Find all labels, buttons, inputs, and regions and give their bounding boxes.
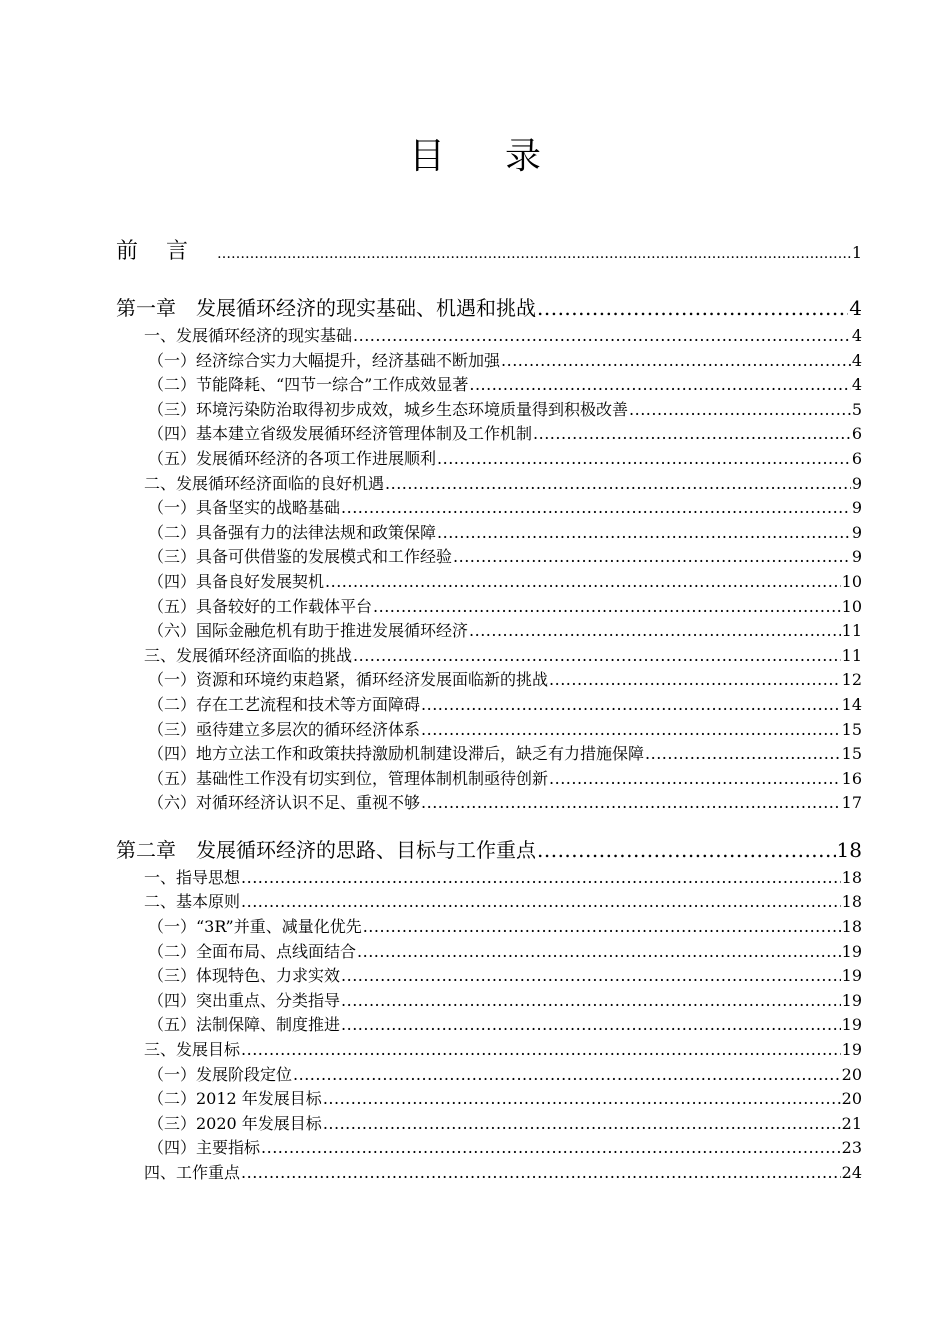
toc-entry-page-number: 18 [841, 867, 862, 887]
toc-entry-page-number: 1 [851, 243, 862, 262]
toc-entry-label: （五）发展循环经济的各项工作进展顺利 [148, 448, 437, 468]
dot-leader [353, 324, 851, 349]
dot-leader [241, 1161, 841, 1186]
dot-leader [341, 964, 841, 989]
toc-entry-item[interactable] [116, 619, 862, 644]
toc-entry-label: （四）具备良好发展契机 [148, 571, 325, 591]
toc-entry-page-number: 4 [849, 296, 862, 320]
toc-entry-label: （四）地方立法工作和政策扶持激励机制建设滞后，缺乏有力措施保障 [148, 744, 645, 764]
toc-entry-page-number: 4 [851, 326, 862, 345]
toc-entry-page-number: 20 [841, 1089, 862, 1109]
dot-leader [341, 989, 841, 1014]
toc-entry-item[interactable] [116, 718, 862, 743]
toc-entry-label: 二、发展循环经济面临的良好机遇 [144, 473, 385, 493]
dot-leader [357, 940, 841, 965]
dot-leader [629, 398, 851, 423]
toc-entry-label: （六）对循环经济认识不足、重视不够 [148, 793, 421, 813]
toc-entry-item[interactable] [116, 1087, 862, 1112]
table-of-contents [116, 230, 862, 1186]
dot-leader [363, 915, 841, 940]
toc-entry-section[interactable] [116, 472, 862, 497]
toc-entry-label: （一）“3R”并重、减量化优先 [148, 917, 362, 937]
toc-entry-label: 二、基本原则 [144, 892, 241, 912]
toc-entry-label: （二）全面布局、点线面结合 [148, 941, 357, 961]
dot-leader [469, 619, 841, 644]
toc-entry-label: （五）具备较好的工作载体平台 [148, 596, 373, 616]
toc-entry-page-number: 6 [851, 448, 862, 468]
dot-leader [421, 693, 841, 718]
dot-leader [645, 742, 841, 767]
toc-entry-page-number: 18 [836, 837, 862, 862]
toc-entry-label: 前言 [116, 239, 217, 264]
toc-entry-item[interactable] [116, 1063, 862, 1088]
dot-leader [437, 447, 851, 472]
toc-entry-label: （一）资源和环境约束趋紧，循环经济发展面临新的挑战 [148, 670, 549, 690]
dot-leader [537, 292, 848, 324]
toc-entry-page-number: 11 [841, 621, 862, 641]
dot-leader [501, 349, 851, 374]
toc-entry-item[interactable] [116, 767, 862, 792]
dot-leader [341, 1013, 841, 1038]
toc-entry-item[interactable] [116, 496, 862, 521]
toc-entry-page-number: 19 [841, 966, 862, 986]
toc-entry-preface[interactable] [116, 230, 862, 274]
toc-entry-item[interactable] [116, 422, 862, 447]
toc-entry-page-number: 24 [841, 1163, 862, 1182]
toc-entry-page-number: 15 [841, 719, 862, 739]
toc-entry-page-number: 11 [841, 645, 862, 665]
dot-leader [241, 1038, 841, 1063]
toc-entry-page-number: 4 [851, 350, 862, 370]
dot-leader [325, 570, 841, 595]
dot-leader [323, 1112, 841, 1137]
toc-entry-item[interactable] [116, 447, 862, 472]
dot-leader [241, 890, 841, 915]
toc-entry-page-number: 19 [841, 990, 862, 1010]
toc-entry-item[interactable] [116, 398, 862, 423]
toc-entry-label: 一、发展循环经济的现实基础 [144, 326, 353, 345]
toc-entry-section[interactable] [116, 1038, 862, 1063]
toc-entry-label: （三）环境污染防治取得初步成效，城乡生态环境质量得到积极改善 [148, 399, 629, 419]
toc-entry-page-number: 9 [851, 473, 862, 493]
toc-entry-label: 第二章 发展循环经济的思路、目标与工作重点 [116, 837, 536, 862]
toc-entry-page-number: 19 [841, 1015, 862, 1035]
toc-entry-label: （一）发展阶段定位 [148, 1064, 293, 1084]
toc-entry-page-number: 4 [851, 375, 862, 395]
toc-entry-item[interactable] [116, 595, 862, 620]
toc-entry-page-number: 20 [841, 1064, 862, 1084]
toc-entry-item[interactable] [116, 545, 862, 570]
toc-entry-item[interactable] [116, 1112, 862, 1137]
toc-entry-label: （三）具备可供借鉴的发展模式和工作经验 [148, 547, 453, 567]
dot-leader [323, 1087, 841, 1112]
toc-entry-label: 四、工作重点 [144, 1163, 241, 1182]
toc-entry-page-number: 9 [851, 522, 862, 542]
toc-entry-page-number: 10 [841, 596, 862, 616]
dot-leader [241, 866, 841, 891]
toc-entry-page-number: 14 [841, 694, 862, 714]
toc-entry-label: 三、发展循环经济面临的挑战 [144, 645, 353, 665]
toc-entry-chapter[interactable] [116, 292, 862, 324]
toc-entry-label: 三、发展目标 [144, 1040, 241, 1060]
dot-leader [453, 545, 851, 570]
toc-entry-label: 第一章 发展循环经济的现实基础、机遇和挑战 [116, 296, 536, 320]
dot-leader [533, 422, 851, 447]
toc-entry-page-number: 18 [841, 917, 862, 937]
toc-entry-label: （五）基础性工作没有切实到位，管理体制机制亟待创新 [148, 768, 549, 788]
toc-entry-label: （二）2012 年发展目标 [148, 1089, 322, 1109]
toc-entry-label: （一）具备坚实的战略基础 [148, 498, 341, 518]
dot-leader [537, 834, 836, 866]
toc-entry-label: （六）国际金融危机有助于推进发展循环经济 [148, 621, 469, 641]
toc-entry-page-number: 6 [851, 424, 862, 444]
toc-entry-item[interactable] [116, 915, 862, 940]
toc-entry-label: 一、指导思想 [144, 867, 241, 887]
dot-leader [549, 668, 841, 693]
toc-entry-section[interactable] [116, 644, 862, 669]
dot-leader [261, 1136, 841, 1161]
toc-entry-item[interactable] [116, 570, 862, 595]
toc-entry-item[interactable] [116, 742, 862, 767]
toc-entry-item[interactable] [116, 964, 862, 989]
toc-entry-item[interactable] [116, 668, 862, 693]
dot-leader [421, 718, 841, 743]
toc-entry-section[interactable] [116, 324, 862, 349]
toc-entry-label: （三）亟待建立多层次的循环经济体系 [148, 719, 421, 739]
toc-entry-label: （四）基本建立省级发展循环经济管理体制及工作机制 [148, 424, 533, 444]
dot-leader [341, 496, 851, 521]
toc-entry-item[interactable] [116, 693, 862, 718]
toc-entry-chapter[interactable] [116, 834, 862, 866]
dot-leader [549, 767, 841, 792]
toc-entry-page-number: 21 [841, 1113, 862, 1133]
toc-entry-section[interactable] [116, 890, 862, 915]
dot-leader [437, 521, 851, 546]
toc-entry-page-number: 15 [841, 744, 862, 764]
toc-entry-item[interactable] [116, 1013, 862, 1038]
toc-entry-label: （三）2020 年发展目标 [148, 1113, 322, 1133]
dot-leader [217, 230, 851, 274]
dot-leader [469, 373, 850, 398]
toc-title: 目录 [408, 136, 601, 177]
toc-entry-label: （四）突出重点、分类指导 [148, 990, 341, 1010]
toc-entry-page-number: 12 [841, 670, 862, 690]
toc-entry-label: （二）具备强有力的法律法规和政策保障 [148, 522, 437, 542]
toc-entry-label: （二）节能降耗、“四节一综合”工作成效显著 [148, 375, 469, 395]
toc-entry-page-number: 16 [841, 768, 862, 788]
toc-entry-page-number: 9 [851, 498, 862, 518]
toc-entry-label: （二）存在工艺流程和技术等方面障碍 [148, 694, 421, 714]
dot-leader [421, 791, 841, 816]
toc-entry-page-number: 10 [841, 571, 862, 591]
dot-leader [293, 1063, 841, 1088]
toc-entry-item[interactable] [116, 521, 862, 546]
dot-leader [373, 595, 841, 620]
toc-entry-item[interactable] [116, 989, 862, 1014]
toc-entry-section[interactable] [116, 1161, 862, 1186]
toc-entry-label: （一）经济综合实力大幅提升，经济基础不断加强 [148, 350, 501, 370]
toc-entry-page-number: 23 [841, 1138, 862, 1158]
toc-entry-page-number: 19 [841, 1040, 862, 1060]
toc-entry-page-number: 18 [841, 892, 862, 912]
toc-entry-label: （四）主要指标 [148, 1138, 261, 1158]
toc-entry-page-number: 9 [851, 547, 862, 567]
toc-entry-page-number: 17 [841, 793, 862, 813]
toc-entry-item[interactable] [116, 349, 862, 374]
toc-entry-page-number: 5 [851, 399, 862, 419]
toc-entry-label: （三）体现特色、力求实效 [148, 966, 341, 986]
dot-leader [385, 472, 851, 497]
toc-entry-item[interactable] [116, 791, 862, 816]
toc-entry-item[interactable] [116, 940, 862, 965]
toc-entry-label: （五）法制保障、制度推进 [148, 1015, 341, 1035]
dot-leader [353, 644, 841, 669]
toc-entry-page-number: 19 [841, 941, 862, 961]
toc-entry-section[interactable] [116, 866, 862, 891]
toc-entry-item[interactable] [116, 1136, 862, 1161]
toc-entry-item[interactable] [116, 373, 862, 398]
